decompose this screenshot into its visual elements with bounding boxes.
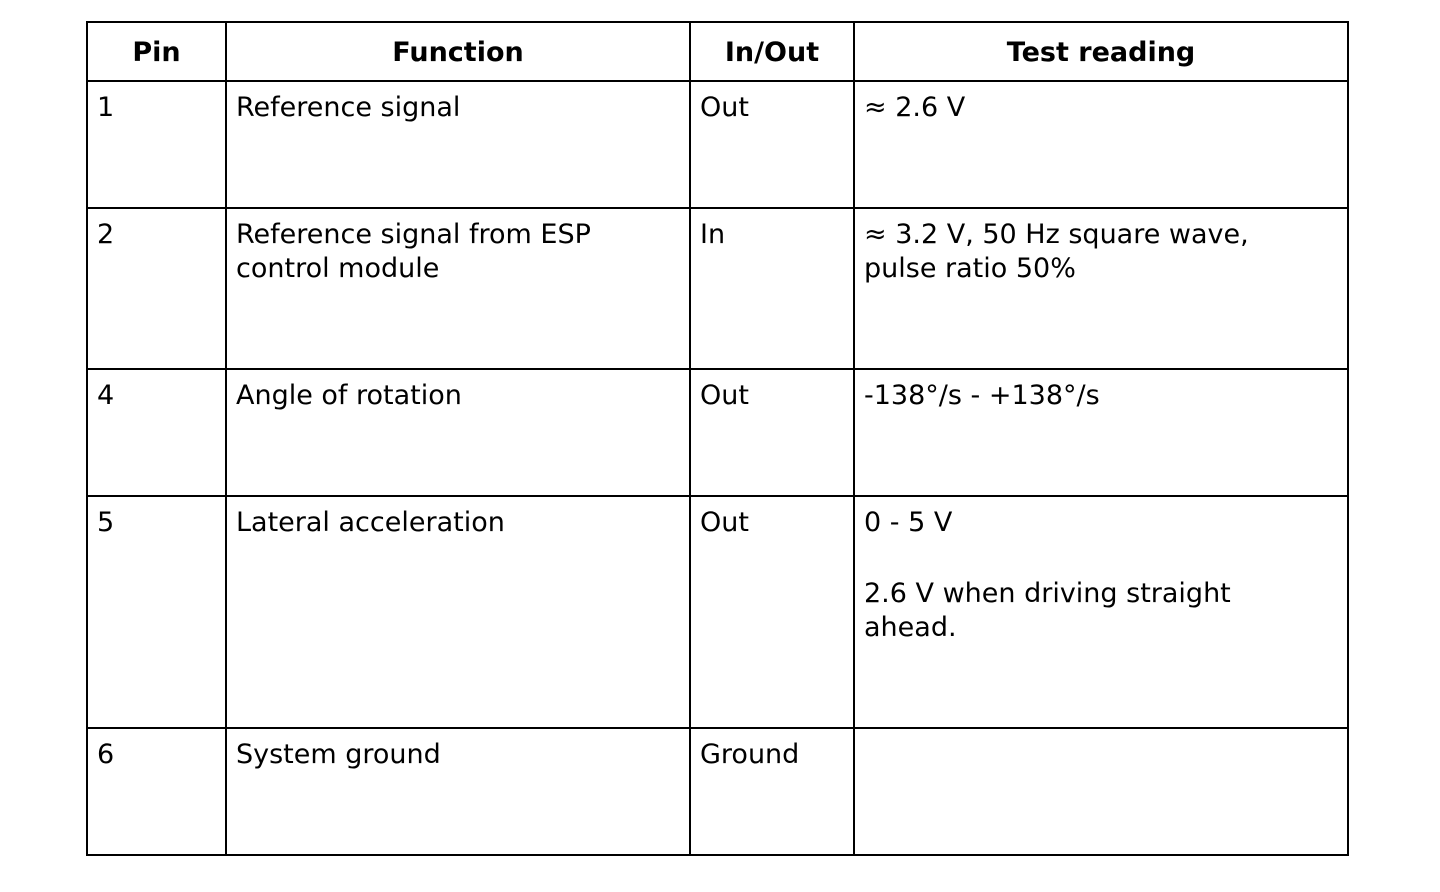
function-text: Reference signal from ESP (236, 219, 591, 250)
table-row (87, 728, 1348, 855)
cell-pin: 2 (87, 208, 226, 369)
cell-test-reading (854, 728, 1348, 855)
cell-function (226, 81, 690, 208)
cell-in-out: In (690, 208, 854, 369)
function-text: Lateral acceleration (236, 507, 505, 538)
cell-pin: 5 (87, 496, 226, 728)
function-text: control module (236, 253, 440, 284)
table-row (87, 369, 1348, 496)
function-text: System ground (236, 739, 441, 770)
paragraph-gap (864, 540, 1347, 577)
cell-test-reading (854, 496, 1348, 728)
header-pin: Pin (87, 22, 226, 81)
cell-in-out: Ground (690, 728, 854, 855)
pin-assignment-table (86, 21, 1349, 856)
cell-pin: 4 (87, 369, 226, 496)
cell-test-reading (854, 208, 1348, 369)
header-function: Function (226, 22, 690, 81)
cell-function (226, 369, 690, 496)
cell-test-reading (854, 81, 1348, 208)
cell-function (226, 208, 690, 369)
header-in-out: In/Out (690, 22, 854, 81)
cell-in-out: Out (690, 496, 854, 728)
cell-in-out: Out (690, 81, 854, 208)
table-row (87, 208, 1348, 369)
function-text: Reference signal (236, 92, 461, 123)
test-reading-text: ≈ 3.2 V, 50 Hz square wave, (864, 219, 1249, 250)
cell-test-reading (854, 369, 1348, 496)
table-row (87, 496, 1348, 728)
cell-in-out: Out (690, 369, 854, 496)
function-text: Angle of rotation (236, 380, 462, 411)
cell-pin: 6 (87, 728, 226, 855)
cell-function (226, 496, 690, 728)
table-header-row (87, 22, 1348, 81)
table-row (87, 81, 1348, 208)
test-reading-note: 2.6 V when driving straight (864, 578, 1231, 609)
test-reading-text: pulse ratio 50% (864, 253, 1076, 284)
header-test-reading: Test reading (854, 22, 1348, 81)
test-reading-note: ahead. (864, 612, 957, 643)
cell-pin: 1 (87, 81, 226, 208)
test-reading-text: -138°/s - +138°/s (864, 380, 1100, 411)
test-reading-text: ≈ 2.6 V (864, 92, 966, 123)
test-reading-text: 0 - 5 V (864, 507, 953, 538)
cell-function (226, 728, 690, 855)
